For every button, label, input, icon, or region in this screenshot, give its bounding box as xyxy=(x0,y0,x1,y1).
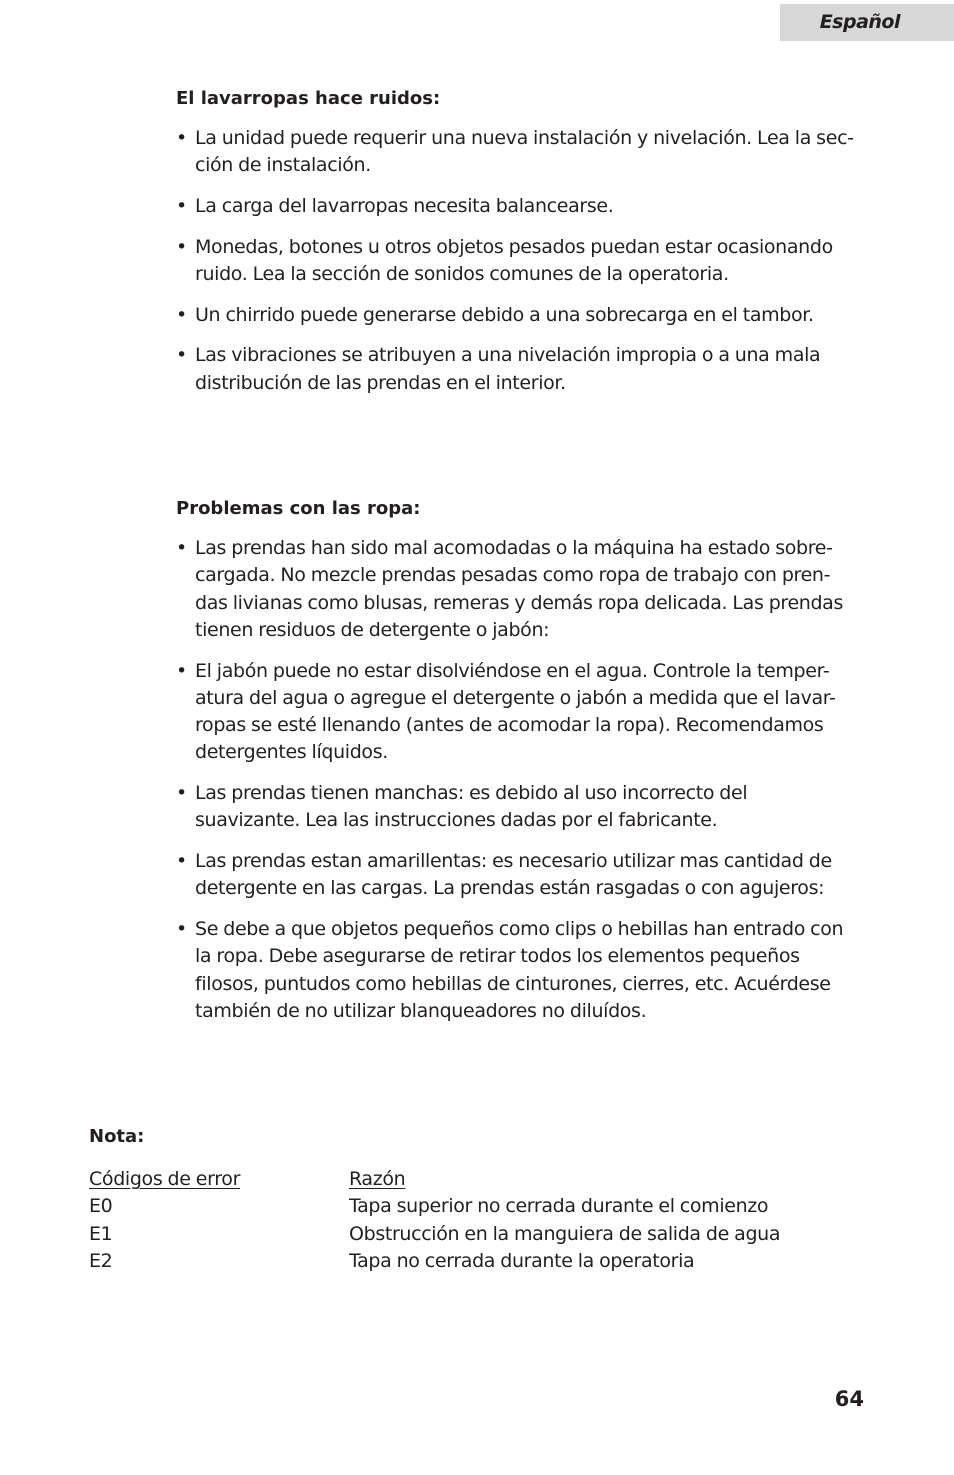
line: la ropa. Debe asegurarse de retirar todos los elementos pequeños xyxy=(195,945,800,968)
list-item xyxy=(176,658,866,767)
header-cell-reason xyxy=(349,1166,405,1193)
bullet-list xyxy=(176,535,866,1025)
error-reason: Tapa no cerrada durante la operatoria xyxy=(349,1249,695,1272)
error-code-table xyxy=(89,1166,780,1275)
line: ción de instalación. xyxy=(195,154,371,177)
line: ruido. Lea la sección de sonidos comunes de la operatoria. xyxy=(195,262,729,285)
line: también de no utilizar blanqueadores no diluídos. xyxy=(195,1000,647,1023)
line: tienen residuos de detergente o jabón: xyxy=(195,618,550,641)
line: El jabón puede no estar disolviéndose en el agua. Controle la temper- xyxy=(195,659,830,682)
list-item xyxy=(176,125,866,180)
list-item xyxy=(176,234,866,289)
line: Las vibraciones se atribuyen a una nivelación impropia o a una mala xyxy=(195,344,821,367)
error-code: E1 xyxy=(89,1222,113,1245)
error-reason: Obstrucción en la manguiera de salida de agua xyxy=(349,1222,781,1245)
page-number: 64 xyxy=(834,1387,864,1411)
line: La carga del lavarropas necesita balancearse. xyxy=(195,194,614,217)
list-item xyxy=(176,193,866,220)
list-item xyxy=(176,848,866,903)
line: detergente en las cargas. La prendas están rasgadas o con agujeros: xyxy=(195,877,825,900)
line: Monedas, botones u otros objetos pesados puedan estar ocasionando xyxy=(195,235,833,258)
header-cell-code xyxy=(89,1166,349,1193)
list-item xyxy=(176,780,866,835)
line: atura del agua o agregue el detergente o jabón a medida que el lavar- xyxy=(195,686,836,709)
header-reason-label: Razón xyxy=(349,1168,406,1190)
nota-heading: Nota: xyxy=(89,1126,145,1147)
line: distribución de las prendas en el interior. xyxy=(195,371,566,394)
error-code: E2 xyxy=(89,1249,113,1272)
line: Un chirrido puede generarse debido a una sobrecarga en el tambor. xyxy=(195,303,814,326)
bullet-list xyxy=(176,125,866,397)
line: Las prendas tienen manchas: es debido al uso incorrecto del xyxy=(195,782,748,805)
line: La unidad puede requerir una nueva instalación y nivelación. Lea la sec- xyxy=(195,127,854,149)
line: cargada. No mezcle prendas pesadas como ropa de trabajo con pren- xyxy=(195,564,831,587)
line: Las prendas han sido mal acomodadas o la máquina ha estado sobre- xyxy=(195,537,833,559)
error-reason: Tapa superior no cerrada durante el comienzo xyxy=(349,1195,769,1218)
table-row xyxy=(89,1221,780,1248)
table-row xyxy=(89,1248,780,1275)
section-heading: Problemas con las ropa: xyxy=(176,498,421,519)
table-row xyxy=(89,1193,780,1220)
list-item xyxy=(176,302,866,329)
list-item xyxy=(176,535,866,644)
section-washer-noise xyxy=(176,87,866,410)
line: das livianas como blusas, remeras y demás ropa delicada. Las prendas xyxy=(195,591,844,614)
section-heading: El lavarropas hace ruidos: xyxy=(176,88,441,109)
list-item xyxy=(176,342,866,397)
line: detergentes líquidos. xyxy=(195,741,388,764)
line: ropas se esté llenando (antes de acomodar la ropa). Recomendamos xyxy=(195,714,824,737)
line: Las prendas estan amarillentas: es necesario utilizar mas cantidad de xyxy=(195,850,832,873)
language-tab: Español xyxy=(780,4,954,41)
section-clothes-problems xyxy=(176,497,866,1039)
error-code: E0 xyxy=(89,1195,113,1218)
header-code-label: Códigos de error xyxy=(89,1168,241,1190)
list-item xyxy=(176,916,866,1025)
line: filosos, puntudos como hebillas de cinturones, cierres, etc. Acuérdese xyxy=(195,972,831,995)
line: suavizante. Lea las instrucciones dadas por el fabricante. xyxy=(195,809,718,832)
line: Se debe a que objetos pequeños como clips o hebillas han entrado con xyxy=(195,918,844,941)
table-header-row xyxy=(89,1166,780,1193)
